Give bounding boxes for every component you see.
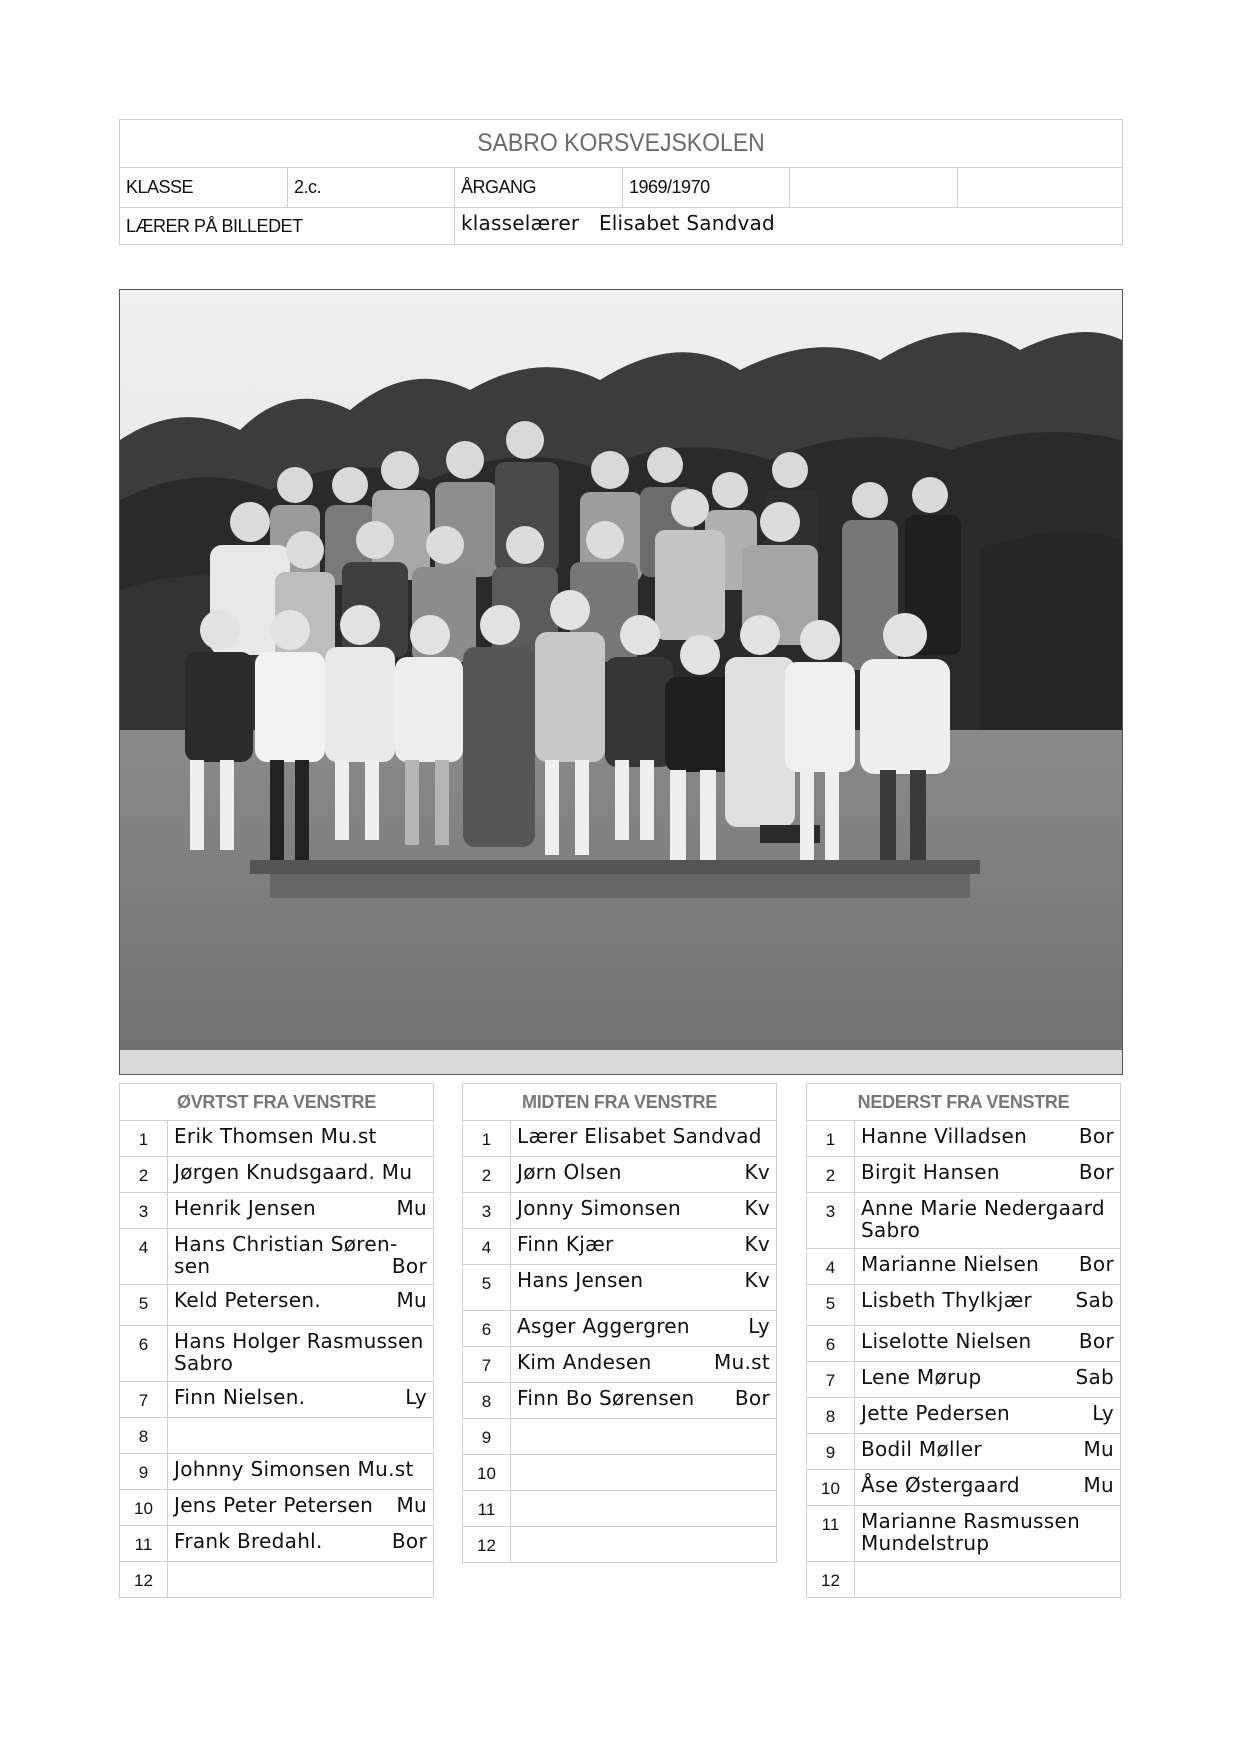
- name-continuation: sen: [174, 1254, 211, 1278]
- list-item-number: 1: [807, 1121, 855, 1156]
- person-name: Åse Østergaard: [861, 1473, 1020, 1497]
- list-item-name-cell: [168, 1157, 433, 1192]
- year-value: 1969/1970: [623, 167, 790, 207]
- list-item-name-cell: [168, 1490, 433, 1525]
- place-code: Bor: [1078, 1329, 1114, 1353]
- list-item-name-cell: [168, 1285, 433, 1325]
- list-item: [463, 1347, 776, 1383]
- list-item-name-cell: [855, 1285, 1120, 1325]
- person-name: Finn Bo Sørensen: [517, 1386, 695, 1410]
- list-item-number: 3: [120, 1193, 168, 1228]
- list-item-name-cell: [855, 1470, 1120, 1505]
- list-item-name-cell: [511, 1229, 776, 1264]
- list-item-number: 5: [807, 1285, 855, 1325]
- list-item: [120, 1418, 433, 1454]
- list-item-name-cell: [168, 1193, 433, 1228]
- list-item-number: 4: [463, 1229, 511, 1264]
- list-item-name-cell: [855, 1362, 1120, 1397]
- list-item-number: 8: [463, 1383, 511, 1418]
- list-item: [807, 1157, 1120, 1193]
- person-name: Frank Bredahl.: [174, 1529, 323, 1553]
- teacher-label: LÆRER PÅ BILLEDET: [120, 207, 455, 245]
- list-item-number: 1: [120, 1121, 168, 1156]
- place-code: Bor: [391, 1254, 427, 1278]
- list-item-name-cell: [855, 1326, 1120, 1361]
- empty-cell: [958, 167, 1123, 207]
- list-middle-row: [462, 1083, 777, 1563]
- list-item-number: 7: [463, 1347, 511, 1382]
- person-name: Anne Marie Nedergaard: [861, 1196, 1105, 1220]
- place-code: Bor: [1078, 1252, 1114, 1276]
- list-item-name-cell: [511, 1311, 776, 1346]
- list-item-number: 9: [120, 1454, 168, 1489]
- person-name: Marianne Nielsen: [861, 1252, 1040, 1276]
- list-item-number: 8: [120, 1418, 168, 1453]
- place-code: Mu: [1083, 1473, 1114, 1497]
- place-code: Ly: [748, 1314, 770, 1338]
- list-item-number: 6: [807, 1326, 855, 1361]
- teacher-info: [455, 207, 1123, 245]
- person-name: Henrik Jensen: [174, 1196, 316, 1220]
- place-code: Kv: [744, 1232, 770, 1256]
- list-item: [463, 1419, 776, 1455]
- list-item-name-cell: [511, 1347, 776, 1382]
- person-name: Asger Aggergren: [517, 1314, 690, 1338]
- place-code: Mu: [396, 1493, 427, 1517]
- list-item-name-cell: [511, 1527, 776, 1562]
- list-item: [120, 1229, 433, 1285]
- place-code: Mu: [396, 1196, 427, 1220]
- person-name: Liselotte Nielsen: [861, 1329, 1032, 1353]
- empty-cell: [790, 167, 958, 207]
- place-code: Mu: [396, 1288, 427, 1312]
- list-item: [807, 1562, 1120, 1597]
- person-name: Lærer Elisabet Sandvad: [517, 1124, 762, 1148]
- list-item-name-cell: [168, 1418, 433, 1453]
- list-item-name-cell: [855, 1249, 1120, 1284]
- list-item-name-cell: [168, 1229, 433, 1284]
- list-item-number: 12: [120, 1562, 168, 1597]
- place-code: Bor: [391, 1529, 427, 1553]
- person-name: Johnny Simonsen Mu.st: [174, 1457, 414, 1481]
- list-item-name-cell: [168, 1454, 433, 1489]
- place-code: Kv: [744, 1268, 770, 1292]
- list-item-number: 10: [120, 1490, 168, 1525]
- person-name: Jonny Simonsen: [517, 1196, 681, 1220]
- list-item-number: 11: [120, 1526, 168, 1561]
- list-item: [463, 1311, 776, 1347]
- list-item-name-cell: [511, 1419, 776, 1454]
- list-bottom-row: [806, 1083, 1121, 1598]
- list-item: [807, 1434, 1120, 1470]
- place-code: Mu.st: [713, 1350, 770, 1374]
- person-name: Finn Kjær: [517, 1232, 614, 1256]
- place-code: Ly: [405, 1385, 427, 1409]
- list-item-name-cell: [511, 1121, 776, 1156]
- list-top-row: [119, 1083, 434, 1598]
- list-item: [807, 1398, 1120, 1434]
- list-item-number: 6: [463, 1311, 511, 1346]
- list-item: [120, 1454, 433, 1490]
- person-name: Hanne Villadsen: [861, 1124, 1028, 1148]
- person-name: Jørgen Knudsgaard. Mu: [174, 1160, 413, 1184]
- class-photo: [119, 289, 1123, 1075]
- place-code: Kv: [744, 1160, 770, 1184]
- list-item-name-cell: [855, 1193, 1120, 1248]
- class-photo-image: [120, 290, 1122, 1074]
- list-item-number: 7: [807, 1362, 855, 1397]
- list-item-name-cell: [168, 1326, 433, 1381]
- year-label: ÅRGANG: [455, 167, 623, 207]
- place-code: Bor: [1078, 1124, 1114, 1148]
- list-item: [463, 1229, 776, 1265]
- name-continuation: Mundelstrup: [861, 1531, 990, 1555]
- person-name: Jens Peter Petersen: [174, 1493, 374, 1517]
- list-item: [120, 1326, 433, 1382]
- teacher-role: klasselærer: [461, 211, 580, 235]
- header-teacher-row: [120, 207, 1122, 245]
- school-name: SABRO KORSVEJSKOLEN: [477, 129, 765, 157]
- list-item-number: 4: [120, 1229, 168, 1284]
- place-code: Mu: [1083, 1437, 1114, 1461]
- list-title: MIDTEN FRA VENSTRE: [463, 1084, 776, 1121]
- list-item-number: 11: [463, 1491, 511, 1526]
- place-code: Sab: [1075, 1365, 1114, 1389]
- person-name: Erik Thomsen Mu.st: [174, 1124, 377, 1148]
- list-item-name-cell: [168, 1121, 433, 1156]
- list-item: [807, 1470, 1120, 1506]
- list-item-number: 5: [463, 1265, 511, 1310]
- list-item-number: 3: [807, 1193, 855, 1248]
- list-item-number: 12: [463, 1527, 511, 1562]
- list-item-number: 11: [807, 1506, 855, 1561]
- list-item-number: 2: [120, 1157, 168, 1192]
- list-item: [120, 1562, 433, 1597]
- list-item-name-cell: [511, 1383, 776, 1418]
- list-item-number: 1: [463, 1121, 511, 1156]
- list-item-name-cell: [855, 1398, 1120, 1433]
- class-value: 2.c.: [288, 167, 455, 207]
- person-name: Finn Nielsen.: [174, 1385, 306, 1409]
- list-item: [120, 1285, 433, 1326]
- list-item: [120, 1382, 433, 1418]
- list-item: [463, 1455, 776, 1491]
- list-item-name-cell: [855, 1157, 1120, 1192]
- list-item: [463, 1157, 776, 1193]
- list-item: [463, 1383, 776, 1419]
- list-item-number: 10: [807, 1470, 855, 1505]
- list-item-name-cell: [168, 1562, 433, 1597]
- list-item: [120, 1490, 433, 1526]
- list-item-name-cell: [855, 1562, 1120, 1597]
- person-name: Jette Pedersen: [861, 1401, 1011, 1425]
- name-continuation: Sabro: [174, 1351, 234, 1375]
- list-item: [807, 1193, 1120, 1249]
- list-item: [120, 1193, 433, 1229]
- list-item-name-cell: [511, 1157, 776, 1192]
- list-item-number: 3: [463, 1193, 511, 1228]
- list-item-name-cell: [855, 1121, 1120, 1156]
- name-continuation: Sabro: [861, 1218, 921, 1242]
- person-name: Hans Jensen: [517, 1268, 644, 1292]
- list-item-name-cell: [511, 1193, 776, 1228]
- list-title: ØVRTST FRA VENSTRE: [120, 1084, 433, 1121]
- person-name: Lene Mørup: [861, 1365, 982, 1389]
- header-class-row: [120, 167, 1122, 208]
- person-name: Marianne Rasmussen: [861, 1509, 1081, 1533]
- place-code: Bor: [1078, 1160, 1114, 1184]
- list-item: [463, 1527, 776, 1562]
- person-name: Birgit Hansen: [861, 1160, 1000, 1184]
- list-item-name-cell: [511, 1455, 776, 1490]
- list-item-number: 2: [807, 1157, 855, 1192]
- list-item-name-cell: [168, 1382, 433, 1417]
- place-code: Sab: [1075, 1288, 1114, 1312]
- person-name: Hans Christian Søren-: [174, 1232, 398, 1256]
- person-name: Hans Holger Rasmussen: [174, 1329, 424, 1353]
- place-code: Bor: [734, 1386, 770, 1410]
- list-item: [463, 1491, 776, 1527]
- header-title-row: [120, 120, 1122, 168]
- list-item: [120, 1121, 433, 1157]
- list-item-number: 10: [463, 1455, 511, 1490]
- place-code: Ly: [1092, 1401, 1114, 1425]
- list-title: NEDERST FRA VENSTRE: [807, 1084, 1120, 1121]
- list-item-number: 12: [807, 1562, 855, 1597]
- list-item: [463, 1121, 776, 1157]
- list-item-number: 4: [807, 1249, 855, 1284]
- list-item-name-cell: [511, 1491, 776, 1526]
- list-item-name-cell: [168, 1526, 433, 1561]
- list-item-number: 7: [120, 1382, 168, 1417]
- person-name: Jørn Olsen: [517, 1160, 622, 1184]
- list-item: [120, 1157, 433, 1193]
- list-item: [807, 1285, 1120, 1326]
- list-item-number: 8: [807, 1398, 855, 1433]
- header-table: [119, 119, 1123, 245]
- teacher-name: Elisabet Sandvad: [598, 211, 775, 235]
- list-item-name-cell: [855, 1434, 1120, 1469]
- list-item-number: 2: [463, 1157, 511, 1192]
- list-item: [807, 1249, 1120, 1285]
- list-item-number: 6: [120, 1326, 168, 1381]
- list-item-number: 5: [120, 1285, 168, 1325]
- list-item: [463, 1265, 776, 1311]
- list-item-number: 9: [463, 1419, 511, 1454]
- list-item-name-cell: [855, 1506, 1120, 1561]
- list-item: [807, 1326, 1120, 1362]
- place-code: Kv: [744, 1196, 770, 1220]
- person-name: Kim Andesen: [517, 1350, 652, 1374]
- person-name: Keld Petersen.: [174, 1288, 322, 1312]
- class-label: KLASSE: [120, 167, 288, 207]
- person-name: Bodil Møller: [861, 1437, 982, 1461]
- list-item: [807, 1121, 1120, 1157]
- list-item: [807, 1506, 1120, 1562]
- list-item: [120, 1526, 433, 1562]
- list-item-name-cell: [511, 1265, 776, 1310]
- list-item-number: 9: [807, 1434, 855, 1469]
- person-name: Lisbeth Thylkjær: [861, 1288, 1033, 1312]
- list-item: [807, 1362, 1120, 1398]
- list-item: [463, 1193, 776, 1229]
